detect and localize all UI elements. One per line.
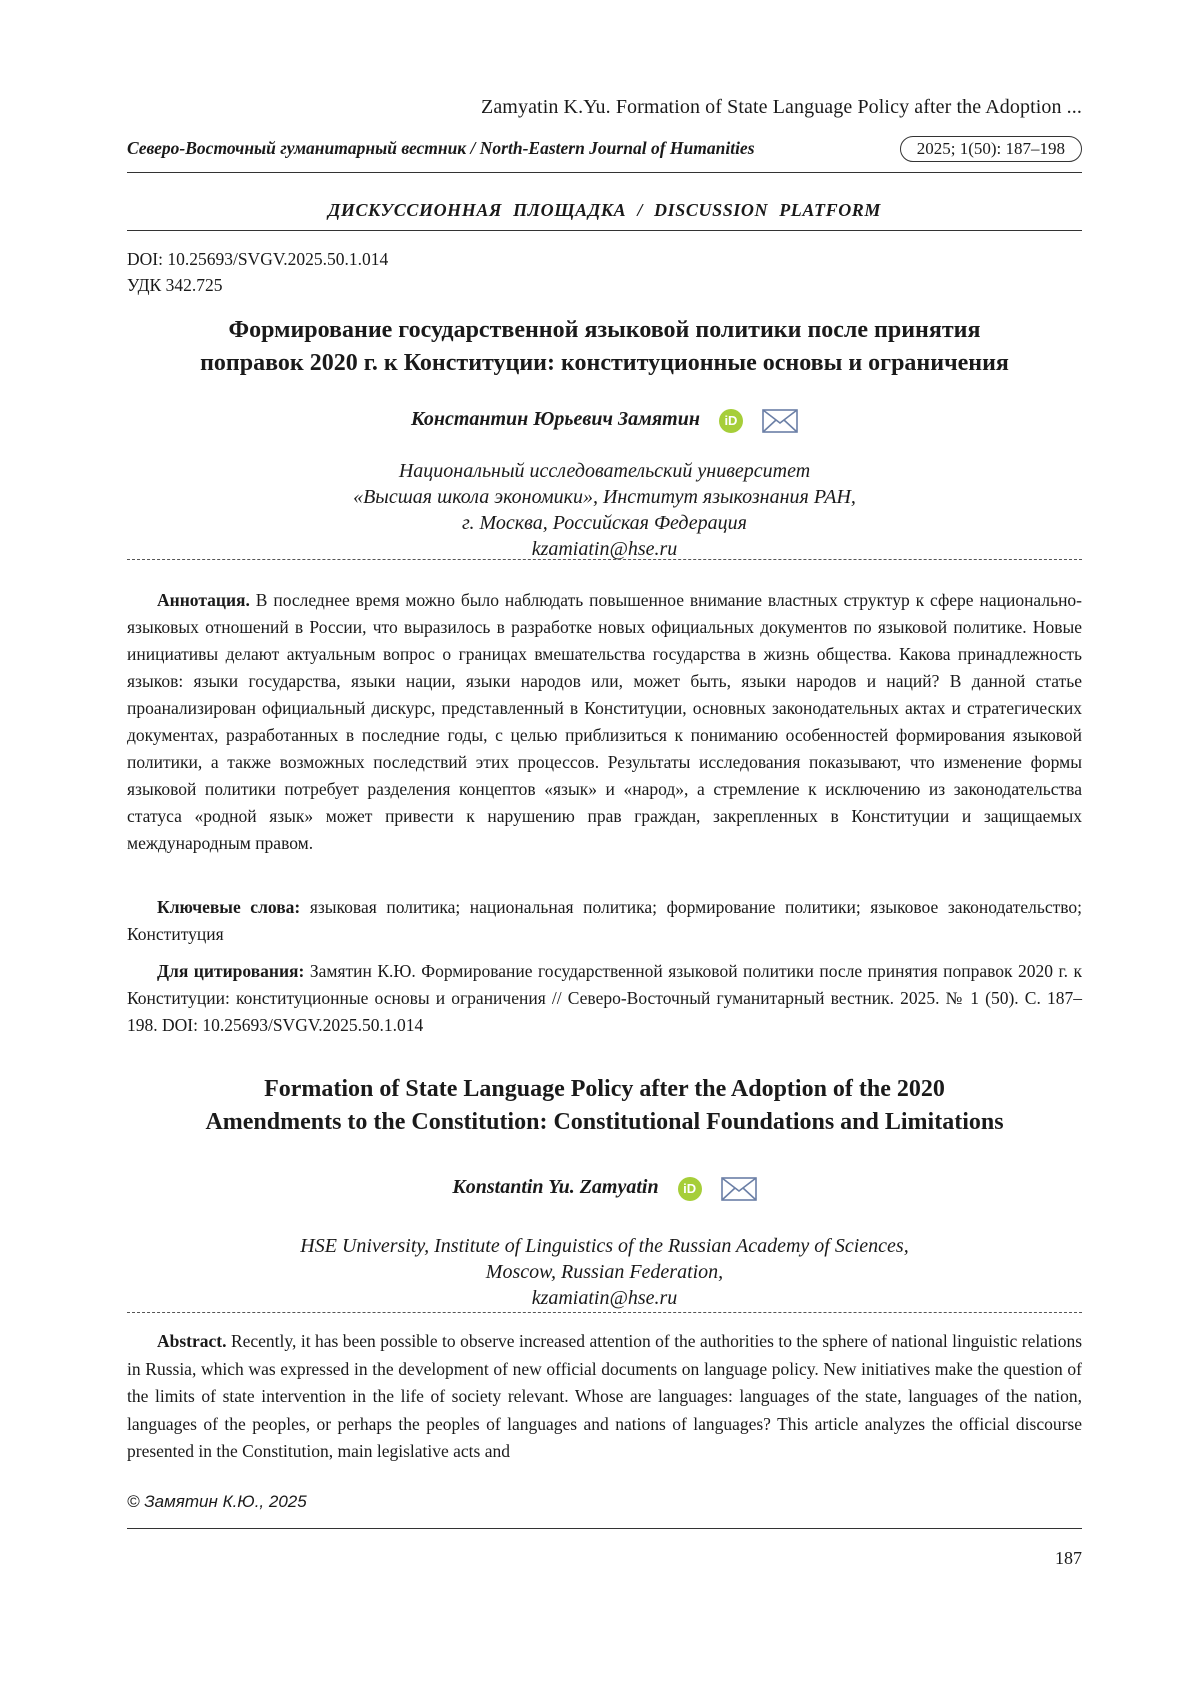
affiliation-ru: [127, 458, 1082, 562]
affiliation-en-line-2: Moscow, Russian Federation,: [485, 1261, 724, 1283]
page-number: 187: [1055, 1548, 1082, 1568]
dashed-divider: [127, 1312, 1082, 1313]
journal-header: [127, 134, 1082, 173]
journal-name: Северо-Восточный гуманитарный вестник / North-Eastern Journal of Humanities: [127, 138, 755, 158]
keywords-ru: [127, 894, 1082, 948]
udk-code: УДК 342.725: [127, 275, 223, 295]
author-en: [127, 1176, 1082, 1201]
footer-divider: [127, 1528, 1082, 1529]
email-ru[interactable]: kzamiatin@hse.ru: [531, 538, 678, 560]
article-title-ru: [127, 314, 1082, 380]
citation-text-ru: Замятин К.Ю. Формирование государственной языковой политики после принятия поправок 2020 г. к Конституции: конституционные основы и ограничения // Северо-Восточный гуманитарный вестник. 2025. № 1 (50). С. 187–198. DOI: 10.25693/SVGV.2025.50.1.014: [127, 961, 1082, 1035]
running-title: Zamyatin K.Yu. Formation of State Language Policy after the Adoption ...: [481, 96, 1082, 118]
section-header: [127, 196, 1082, 231]
citation-ru: [127, 958, 1082, 1039]
affiliation-en: [127, 1233, 1082, 1311]
keywords-label-ru: Ключевые слова:: [157, 897, 301, 917]
abstract-label-en: Abstract.: [157, 1331, 227, 1351]
title-en-line-1: Formation of State Language Policy after the Adoption of the 2020: [264, 1076, 945, 1102]
orcid-icon[interactable]: iD: [719, 409, 743, 433]
email-en[interactable]: kzamiatin@hse.ru: [531, 1287, 678, 1309]
mail-icon[interactable]: [721, 1177, 757, 1201]
copyright: © Замятин К.Ю., 2025: [127, 1492, 307, 1511]
title-ru-line-2: поправок 2020 г. к Конституции: конституционные основы и ограничения: [200, 350, 1009, 376]
affiliation-en-line-1: HSE University, Institute of Linguistics of the Russian Academy of Sciences,: [300, 1235, 909, 1257]
abstract-label-ru: Аннотация.: [157, 590, 250, 610]
author-name-en: Konstantin Yu. Zamyatin: [452, 1176, 659, 1198]
title-en-line-2: Amendments to the Constitution: Constitutional Foundations and Limitations: [205, 1109, 1004, 1135]
author-name-ru: Константин Юрьевич Замятин: [411, 408, 700, 430]
abstract-en: [127, 1328, 1082, 1466]
issue-badge: 2025; 1(50): 187–198: [900, 136, 1082, 162]
mail-icon[interactable]: [762, 409, 798, 433]
abstract-ru: [127, 587, 1082, 857]
abstract-text-en: Recently, it has been possible to observe increased attention of the authorities to the sphere of national linguistic relations in Russia, which was expressed in the development of new official documents on language policy. New initiatives make the question of the limits of state intervention in the life of society relevant. Whose are languages: languages of the state, languages of the nation, languages of the peoples, or perhaps the peoples of languages and nations of languages? This article analyzes the official discourse presented in the Constitution, main legislative acts and: [127, 1331, 1083, 1461]
doi-link[interactable]: DOI: 10.25693/SVGV.2025.50.1.014: [127, 249, 389, 269]
abstract-text-ru: В последнее время можно было наблюдать повышенное внимание властных структур к сфере национально-языковых отношений в России, что выразилось в разработке новых официальных документов по языковой политике. Новые инициативы делают актуальным вопрос о границах вмешательства государства в жизнь общества. Какова принадлежность языков: языки государства, языки нации, языки народов или, может быть, языки народов и наций? В данной статье проанализирован официальный дискурс, представленный в Конституции, основных законодательных актах и стратегических документах, разработанных в последние годы, с целью приблизиться к пониманию особенностей формирования языковой политики, а также возможных последствий этих процессов. Результаты исследования показывают, что изменение формы языковой политики потребует разделения концептов «язык» и «народ», а стремление к исключению из законодательства статуса «родной язык» может привести к нарушению прав граждан, закрепленных в Конституции и защищаемых международным правом.: [127, 590, 1083, 853]
keywords-text-ru: языковая политика; национальная политика; формирование политики; языковое законодательство; Конституция: [127, 897, 1082, 944]
dashed-divider: [127, 559, 1082, 560]
identifiers: [127, 246, 388, 298]
title-ru-line-1: Формирование государственной языковой политики после принятия: [228, 317, 981, 343]
section-title: ДИСКУССИОННАЯ ПЛОЩАДКА / DISCUSSION PLATFORM: [327, 200, 882, 220]
article-page: [127, 0, 1082, 1698]
affiliation-ru-line-2: «Высшая школа экономики», Институт языкознания РАН,: [353, 486, 856, 508]
author-ru: [127, 408, 1082, 433]
affiliation-ru-line-3: г. Москва, Российская Федерация: [462, 512, 747, 534]
affiliation-ru-line-1: Национальный исследовательский университет: [398, 460, 811, 482]
article-title-en: [127, 1073, 1082, 1139]
citation-label-ru: Для цитирования:: [157, 961, 305, 981]
orcid-icon[interactable]: iD: [678, 1177, 702, 1201]
